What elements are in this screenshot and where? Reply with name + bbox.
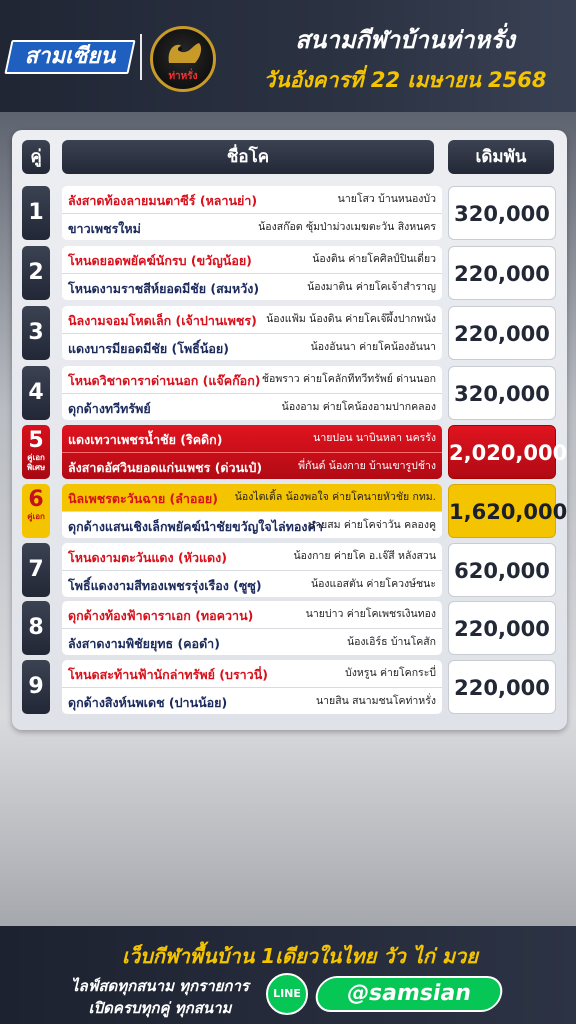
line-app-icon[interactable]: LINE	[266, 973, 308, 1015]
fighter-2-name: ดุกด้างทวีทรัพย์	[68, 401, 151, 416]
page-title: สนามกีฬาบ้านท่าหรั่ง	[295, 26, 515, 54]
fighter-1-name: นิลงามจอมโหดเล็ก (เจ้าปานเพชร)	[68, 313, 257, 328]
fighter-1-owner: น้องกาย ค่ายโค อ.เจ๊สี หลังสวน	[293, 550, 436, 562]
pair-number	[22, 366, 50, 420]
pair-number	[22, 425, 50, 479]
pair-number	[22, 246, 50, 300]
col-header-pair: คู่	[22, 140, 50, 174]
bet-amount: 220,000	[448, 306, 556, 360]
match-row	[22, 660, 557, 714]
fighter-1-owner: น้องแฟ้ม น้องดิน ค่ายโคเจ๊ผึ้งปากพนัง	[266, 313, 436, 325]
fighter-2-owner: น้องอันนา ค่ายโคน้องอันนา	[310, 341, 436, 353]
match-row	[22, 601, 557, 655]
fighter-names	[62, 425, 442, 479]
brand-logo	[4, 40, 135, 74]
fighter-2-name: โหนดงามราชสีห์ยอดมีชัย (สมหวัง)	[68, 281, 260, 296]
pair-number-value: 3	[28, 320, 44, 345]
fighter-names	[62, 660, 442, 714]
fighter-names	[62, 246, 442, 300]
fighter-2-name: ขาวเพชรใหม่	[68, 221, 141, 236]
fighter-2-owner: น้องสก๊อต ซุ้มป่าม่วงเมฆตะวัน สิงหนคร	[258, 221, 436, 233]
fighter-1-owner: นายโสว บ้านหนองบัว	[337, 193, 436, 205]
bet-amount: 220,000	[448, 660, 556, 714]
match-row	[22, 186, 557, 240]
fighter-2-owner: พี่กันต์ น้องกาย บ้านเขารูปช้าง	[298, 460, 436, 472]
bet-amount: 2,020,000	[448, 425, 556, 479]
blue-corner	[62, 511, 442, 538]
blue-corner	[62, 687, 442, 714]
match-row	[22, 366, 557, 420]
pair-number-value: 2	[28, 260, 44, 285]
match-row	[22, 543, 557, 597]
pair-number	[22, 543, 50, 597]
fighter-1-name: โหนดวิชาดาราด่านนอก (แจ๊คก๊อก)	[68, 373, 261, 388]
line-handle-button[interactable]: @samsian	[313, 976, 505, 1012]
pair-number-value: 7	[28, 557, 44, 582]
rooster-icon	[163, 37, 207, 67]
pair-subtitle: คู่เอก	[27, 512, 45, 521]
footer-tagline: เว็บกีฬาพื้นบ้าน 1เดียวในไทย วัว ไก่ มวย	[122, 944, 478, 968]
fighter-1-owner: บังหรูน ค่ายโคกระบี่	[345, 667, 436, 679]
fighter-2-owner: นายสม ค่ายโคจ่าวัน คลองคู	[307, 519, 436, 531]
bet-amount: 320,000	[448, 366, 556, 420]
pair-number-value: 1	[28, 200, 44, 225]
fighter-2-name: ลังสาดงามพิชัยยุทธ (คอดำ)	[68, 636, 220, 651]
pair-number-value: 9	[28, 674, 44, 699]
fighter-1-owner: น้องไตเติ้ล น้องพอใจ ค่ายโคนายหัวชัย กทม.	[234, 491, 436, 503]
fighter-1-name: นิลเพชรตะวันฉาย (ลำออย)	[68, 491, 218, 506]
red-corner	[62, 186, 442, 213]
red-corner	[62, 366, 442, 393]
blue-corner	[62, 213, 442, 240]
match-row	[22, 246, 557, 300]
divider	[140, 34, 142, 80]
fighter-2-owner: น้องเอิร์ธ บ้านโคสัก	[346, 636, 436, 648]
fighter-names	[62, 543, 442, 597]
blue-corner	[62, 570, 442, 597]
fighter-2-owner: น้องมาติน ค่ายโคเจ้าสำราญ	[307, 281, 436, 293]
logo-text: ท่าหรั่ง	[168, 71, 198, 82]
col-header-names: ชื่อโค	[62, 140, 434, 174]
fighter-2-owner: น้องอาม ค่ายโคน้องอามปากคลอง	[281, 401, 436, 413]
pair-number-value: 4	[28, 380, 44, 405]
fighter-1-owner: นายบ่าว ค่ายโคเพชรเงินทอง	[305, 608, 436, 620]
bet-amount: 220,000	[448, 246, 556, 300]
red-corner	[62, 425, 442, 452]
fighter-1-name: แดงเทวาเพชรน้ำชัย (ริคดิก)	[68, 432, 223, 447]
col-header-bet: เดิมพัน	[448, 140, 554, 174]
fighter-names	[62, 484, 442, 538]
pair-number-value: 8	[28, 615, 44, 640]
match-row	[22, 484, 568, 538]
fighter-1-name: โหนดยอดพยัคฆ์นักรบ (ขวัญน้อย)	[68, 253, 252, 268]
bet-amount: 1,620,000	[448, 484, 556, 538]
fighter-names	[62, 306, 442, 360]
fighter-2-name: ดุกด้างสิงห์นพเดช (ปานน้อย)	[68, 695, 228, 710]
fighter-names	[62, 601, 442, 655]
fighter-1-name: โหนดงามตะวันแดง (หัวแดง)	[68, 550, 227, 565]
fighter-2-name: ดุกด้างแสนเชิงเล็กพยัคฆ์นำชัยขวัญใจไล่ทองคำ	[68, 519, 323, 534]
fighter-1-owner: นายปอน นาบินหลา นครรัง	[313, 432, 436, 444]
bet-amount: 620,000	[448, 543, 556, 597]
pair-number	[22, 484, 50, 538]
blue-corner	[62, 393, 442, 420]
pair-number	[22, 601, 50, 655]
brand-text: สามเซียน	[24, 44, 116, 69]
footer-line-2: เปิดครบทุกคู่ ทุกสนาม	[88, 999, 232, 1017]
fighter-2-name: ลังสาดอัศวินยอดแก่นเพชร (ด่วนเป๋)	[68, 460, 263, 475]
blue-corner	[62, 628, 442, 655]
fighter-names	[62, 366, 442, 420]
fighter-1-name: ดุกด้างท้องฟ้าดาราเอก (ทอควาน)	[68, 608, 254, 623]
bet-amount: 320,000	[448, 186, 556, 240]
footer-line-1: ไลฟ์สดทุกสนาม ทุกรายการ	[71, 977, 249, 995]
red-corner	[62, 246, 442, 273]
fighter-2-name: แดงบารมียอดมีชัย (โพธิ์น้อย)	[68, 341, 229, 356]
blue-corner	[62, 273, 442, 300]
fighter-1-name: ลังสาดท้องลายมนตาซีร์ (หลานย่า)	[68, 193, 258, 208]
pair-number	[22, 306, 50, 360]
match-row	[22, 425, 568, 479]
red-corner	[62, 484, 442, 511]
fighter-2-owner: น้องแอสตัน ค่ายโควงษ์ชนะ	[310, 578, 436, 590]
pair-number	[22, 660, 50, 714]
bet-amount: 220,000	[448, 601, 556, 655]
fighter-2-name: โพธิ์แดงงามสีทองเพชรรุ่งเรือง (ซูซู)	[68, 578, 262, 593]
blue-corner	[62, 333, 442, 360]
pair-subtitle: คู่เอก พิเศษ	[26, 453, 46, 472]
blue-corner	[62, 452, 442, 479]
fighter-1-owner: ช้อพราว ค่ายโคลักทีทวีทรัพย์ ด่านนอก	[261, 373, 436, 385]
fighter-names	[62, 186, 442, 240]
fighter-1-owner: น้องติน ค่ายโคศิลป์ปินเดี่ยว	[312, 253, 436, 265]
red-corner	[62, 601, 442, 628]
red-corner	[62, 543, 442, 570]
fighter-1-name: โหนดสะท้านฟ้านักล่าทรัพย์ (บราวนี่)	[68, 667, 268, 682]
pair-number-value: 6	[28, 487, 44, 512]
event-date: วันอังคารที่ 22 เมษายน 2568	[263, 68, 547, 92]
pair-number-value: 5	[28, 428, 44, 453]
red-corner	[62, 660, 442, 687]
pair-number	[22, 186, 50, 240]
match-row	[22, 306, 557, 360]
red-corner	[62, 306, 442, 333]
fighter-2-owner: นายสิน สนามชนโคท่าหรั่ง	[315, 695, 436, 707]
stadium-logo	[150, 26, 216, 92]
